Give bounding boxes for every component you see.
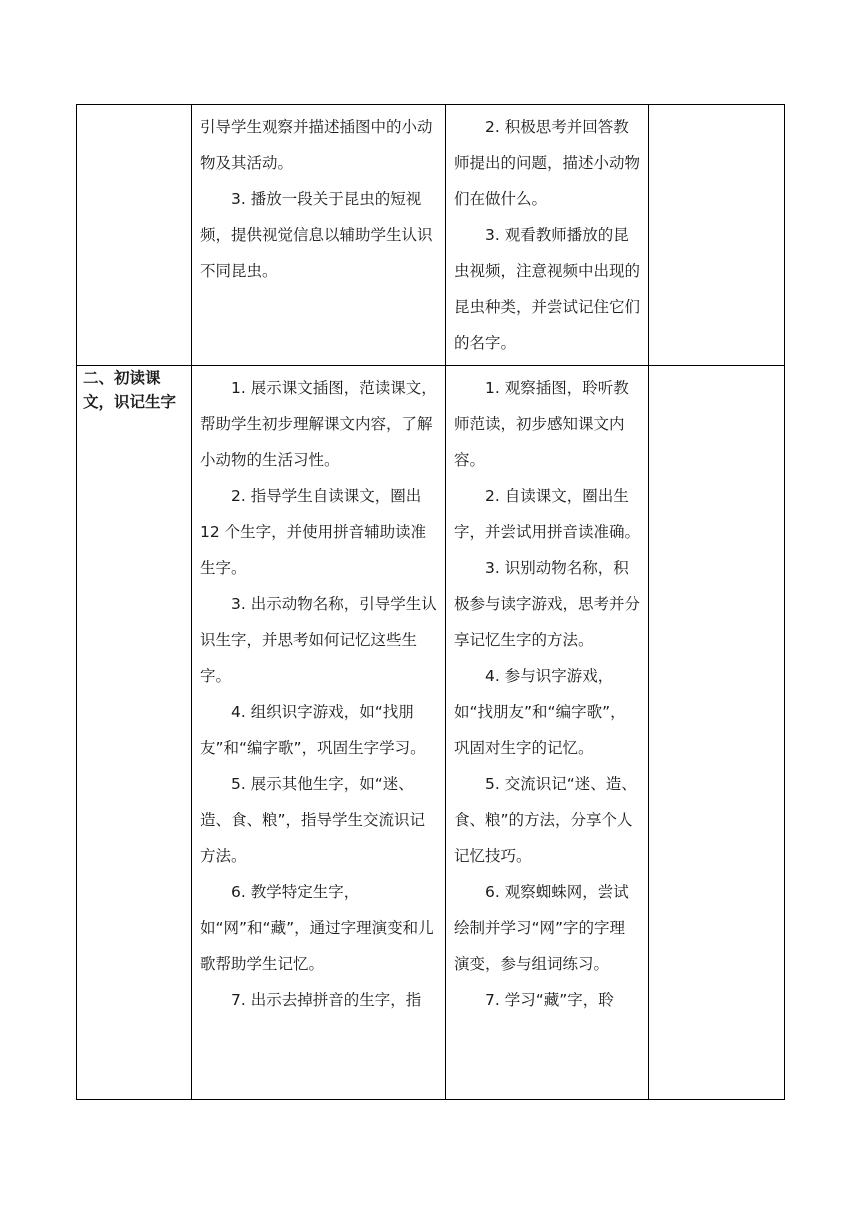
- teacher-activity-cell: [192, 105, 446, 366]
- teacher-paragraph: 1. 展示课文插图，范读课文，帮助学生初步理解课文内容，了解小动物的生活习性。: [200, 379, 437, 469]
- note-text: [649, 105, 784, 113]
- student-paragraph: 2. 自读课文，圈出生字，并尝试用拼音读准确。: [454, 487, 641, 541]
- student-activity-cell: [446, 366, 649, 1100]
- teacher-activity-text: [192, 105, 445, 293]
- student-activity-text: [446, 366, 648, 1022]
- stage-cell: [77, 105, 192, 366]
- student-paragraph: 6. 观察蜘蛛网，尝试绘制并学习“网”字的字理演变，参与组词练习。: [454, 883, 629, 973]
- student-paragraph: 5. 交流识记“迷、造、食、粮”的方法，分享个人记忆技巧。: [454, 775, 637, 865]
- stage-title: 二、初读课文，识记生字: [83, 369, 177, 411]
- student-activity-cell: [446, 105, 649, 366]
- teacher-paragraph: 4. 组织识字游戏，如“找朋友”和“编字歌”，巩固生字学习。: [200, 703, 426, 757]
- student-paragraph: 3. 观看教师播放的昆虫视频，注意视频中出现的昆虫种类，并尝试记住它们的名字。: [454, 226, 641, 352]
- note-cell: [649, 105, 785, 366]
- teacher-paragraph: 3. 播放一段关于昆虫的短视频，提供视觉信息以辅助学生认识不同昆虫。: [200, 190, 433, 280]
- table-row: [77, 366, 785, 1100]
- student-paragraph: 4. 参与识字游戏，如“找朋友”和“编字歌”，巩固对生字的记忆。: [454, 667, 626, 757]
- student-paragraph: 7. 学习“藏”字，聆: [485, 991, 614, 1009]
- teacher-paragraph: 引导学生观察并描述插图中的小动物及其活动。: [200, 118, 433, 172]
- teacher-activity-cell: [192, 366, 446, 1100]
- student-activity-text: [446, 105, 648, 365]
- teacher-paragraph: 6. 教学特定生字，如“网”和“藏”，通过字理演变和儿歌帮助学生记忆。: [200, 883, 434, 973]
- teacher-paragraph: 7. 出示去掉拼音的生字，指: [231, 991, 422, 1009]
- teacher-paragraph: 3. 出示动物名称，引导学生认识生字，并思考如何记忆这些生字。: [200, 595, 437, 685]
- teacher-paragraph: 5. 展示其他生字，如“迷、造、食、粮”，指导学生交流识记方法。: [200, 775, 426, 865]
- student-paragraph: 1. 观察插图，聆听教师范读，初步感知课文内容。: [454, 379, 629, 469]
- teacher-activity-text: [192, 366, 445, 1022]
- student-paragraph: 3. 识别动物名称，积极参与读字游戏，思考并分享记忆生字的方法。: [454, 559, 641, 649]
- student-paragraph: 2. 积极思考并回答教师提出的问题，描述小动物们在做什么。: [454, 118, 641, 208]
- note-text: [649, 366, 784, 374]
- stage-cell: [77, 366, 192, 1100]
- lesson-plan-table: [76, 104, 785, 1100]
- note-cell: [649, 366, 785, 1100]
- table-row: [77, 105, 785, 366]
- teacher-paragraph: 2. 指导学生自读课文，圈出 12 个生字，并使用拼音辅助读准生字。: [200, 487, 427, 577]
